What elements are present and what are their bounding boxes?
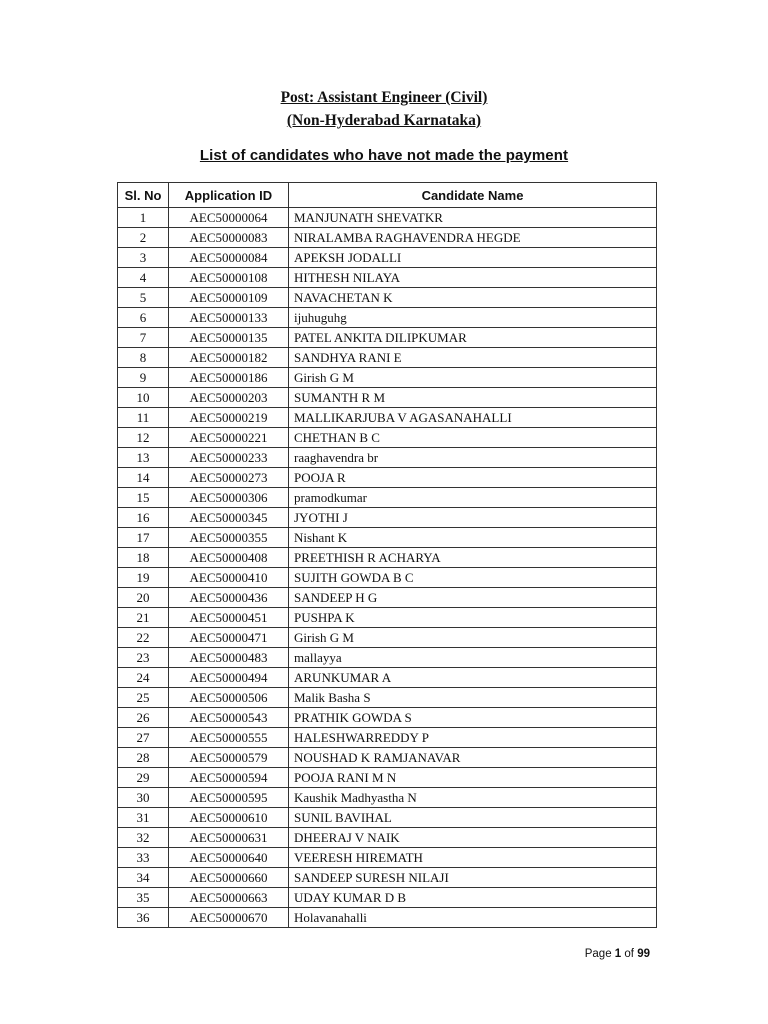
cell-sl-no: 36: [118, 908, 169, 928]
table-row: [118, 528, 657, 548]
cell-candidate-name: POOJA R: [289, 468, 657, 488]
table-row: [118, 328, 657, 348]
cell-application-id: AEC50000663: [169, 888, 289, 908]
cell-application-id: AEC50000471: [169, 628, 289, 648]
cell-application-id: AEC50000594: [169, 768, 289, 788]
cell-candidate-name: DHEERAJ V NAIK: [289, 828, 657, 848]
table-row: [118, 268, 657, 288]
cell-candidate-name: raaghavendra br: [289, 448, 657, 468]
cell-application-id: AEC50000408: [169, 548, 289, 568]
cell-application-id: AEC50000083: [169, 228, 289, 248]
cell-sl-no: 3: [118, 248, 169, 268]
table-row: [118, 668, 657, 688]
cell-sl-no: 24: [118, 668, 169, 688]
table-row: [118, 808, 657, 828]
cell-candidate-name: SANDHYA RANI E: [289, 348, 657, 368]
cell-application-id: AEC50000182: [169, 348, 289, 368]
cell-application-id: AEC50000640: [169, 848, 289, 868]
cell-application-id: AEC50000483: [169, 648, 289, 668]
cell-application-id: AEC50000135: [169, 328, 289, 348]
table-row: [118, 888, 657, 908]
of-label: of: [624, 948, 634, 960]
region-subtitle: (Non-Hyderabad Karnataka): [286, 112, 482, 129]
cell-application-id: AEC50000579: [169, 748, 289, 768]
cell-sl-no: 34: [118, 868, 169, 888]
cell-candidate-name: PRATHIK GOWDA S: [289, 708, 657, 728]
table-header-row: [118, 183, 657, 208]
cell-application-id: AEC50000555: [169, 728, 289, 748]
cell-candidate-name: VEERESH HIREMATH: [289, 848, 657, 868]
table-row: [118, 648, 657, 668]
table-row: [118, 788, 657, 808]
cell-application-id: AEC50000355: [169, 528, 289, 548]
table-row: [118, 728, 657, 748]
table-row: [118, 708, 657, 728]
cell-sl-no: 19: [118, 568, 169, 588]
column-header-sl-no: Sl. No: [118, 183, 169, 208]
table-row: [118, 688, 657, 708]
cell-sl-no: 27: [118, 728, 169, 748]
cell-sl-no: 17: [118, 528, 169, 548]
current-page-number: 1: [614, 948, 622, 960]
column-header-candidate-name: Candidate Name: [289, 183, 657, 208]
cell-application-id: AEC50000186: [169, 368, 289, 388]
table-body: [118, 208, 657, 928]
cell-candidate-name: Nishant K: [289, 528, 657, 548]
cell-application-id: AEC50000273: [169, 468, 289, 488]
cell-application-id: AEC50000203: [169, 388, 289, 408]
cell-sl-no: 25: [118, 688, 169, 708]
cell-application-id: AEC50000306: [169, 488, 289, 508]
table-row: [118, 468, 657, 488]
cell-sl-no: 9: [118, 368, 169, 388]
table-row: [118, 248, 657, 268]
cell-sl-no: 13: [118, 448, 169, 468]
cell-candidate-name: Malik Basha S: [289, 688, 657, 708]
table-row: [118, 628, 657, 648]
table-row: [118, 208, 657, 228]
cell-sl-no: 14: [118, 468, 169, 488]
cell-application-id: AEC50000436: [169, 588, 289, 608]
cell-candidate-name: SUJITH GOWDA B C: [289, 568, 657, 588]
cell-application-id: AEC50000610: [169, 808, 289, 828]
table-row: [118, 848, 657, 868]
cell-sl-no: 32: [118, 828, 169, 848]
cell-sl-no: 35: [118, 888, 169, 908]
table-row: [118, 548, 657, 568]
cell-candidate-name: SUMANTH R M: [289, 388, 657, 408]
cell-candidate-name: HITHESH NILAYA: [289, 268, 657, 288]
cell-sl-no: 15: [118, 488, 169, 508]
table-row: [118, 868, 657, 888]
cell-candidate-name: PREETHISH R ACHARYA: [289, 548, 657, 568]
cell-candidate-name: SANDEEP SURESH NILAJI: [289, 868, 657, 888]
candidates-table: [117, 182, 657, 928]
cell-sl-no: 20: [118, 588, 169, 608]
cell-sl-no: 5: [118, 288, 169, 308]
cell-candidate-name: CHETHAN B C: [289, 428, 657, 448]
cell-candidate-name: SANDEEP H G: [289, 588, 657, 608]
cell-sl-no: 18: [118, 548, 169, 568]
table-row: [118, 388, 657, 408]
cell-candidate-name: Holavanahalli: [289, 908, 657, 928]
cell-candidate-name: MALLIKARJUBA V AGASANAHALLI: [289, 408, 657, 428]
cell-application-id: AEC50000506: [169, 688, 289, 708]
cell-candidate-name: NAVACHETAN K: [289, 288, 657, 308]
cell-application-id: AEC50000660: [169, 868, 289, 888]
cell-sl-no: 11: [118, 408, 169, 428]
table-row: [118, 448, 657, 468]
cell-sl-no: 2: [118, 228, 169, 248]
cell-sl-no: 23: [118, 648, 169, 668]
cell-sl-no: 21: [118, 608, 169, 628]
cell-candidate-name: APEKSH JODALLI: [289, 248, 657, 268]
table-row: [118, 748, 657, 768]
cell-application-id: AEC50000345: [169, 508, 289, 528]
cell-candidate-name: JYOTHI J: [289, 508, 657, 528]
cell-candidate-name: mallayya: [289, 648, 657, 668]
column-header-application-id: Application ID: [169, 183, 289, 208]
cell-candidate-name: ARUNKUMAR A: [289, 668, 657, 688]
cell-application-id: AEC50000109: [169, 288, 289, 308]
list-title: List of candidates who have not made the payment: [199, 147, 569, 164]
table-row: [118, 408, 657, 428]
table-row: [118, 508, 657, 528]
post-title: Post: Assistant Engineer (Civil): [280, 89, 488, 106]
cell-application-id: AEC50000233: [169, 448, 289, 468]
table-row: [118, 228, 657, 248]
page-label: Page: [584, 948, 612, 960]
table-row: [118, 308, 657, 328]
cell-sl-no: 33: [118, 848, 169, 868]
cell-application-id: AEC50000451: [169, 608, 289, 628]
cell-sl-no: 8: [118, 348, 169, 368]
cell-candidate-name: Girish G M: [289, 368, 657, 388]
table-row: [118, 348, 657, 368]
table-row: [118, 588, 657, 608]
cell-sl-no: 6: [118, 308, 169, 328]
table-row: [118, 608, 657, 628]
cell-candidate-name: UDAY KUMAR D B: [289, 888, 657, 908]
cell-sl-no: 28: [118, 748, 169, 768]
page-footer: [585, 948, 650, 960]
cell-candidate-name: PUSHPA K: [289, 608, 657, 628]
cell-candidate-name: POOJA RANI M N: [289, 768, 657, 788]
cell-sl-no: 1: [118, 208, 169, 228]
cell-candidate-name: pramodkumar: [289, 488, 657, 508]
cell-application-id: AEC50000410: [169, 568, 289, 588]
cell-sl-no: 4: [118, 268, 169, 288]
table-row: [118, 488, 657, 508]
cell-candidate-name: MANJUNATH SHEVATKR: [289, 208, 657, 228]
cell-application-id: AEC50000543: [169, 708, 289, 728]
table-row: [118, 368, 657, 388]
cell-sl-no: 29: [118, 768, 169, 788]
cell-sl-no: 7: [118, 328, 169, 348]
table-row: [118, 828, 657, 848]
cell-application-id: AEC50000219: [169, 408, 289, 428]
table-row: [118, 768, 657, 788]
cell-application-id: AEC50000221: [169, 428, 289, 448]
cell-candidate-name: Girish G M: [289, 628, 657, 648]
cell-application-id: AEC50000133: [169, 308, 289, 328]
cell-candidate-name: Kaushik Madhyastha N: [289, 788, 657, 808]
table-row: [118, 288, 657, 308]
cell-application-id: AEC50000108: [169, 268, 289, 288]
cell-candidate-name: NOUSHAD K RAMJANAVAR: [289, 748, 657, 768]
cell-candidate-name: HALESHWARREDDY P: [289, 728, 657, 748]
cell-sl-no: 22: [118, 628, 169, 648]
cell-sl-no: 30: [118, 788, 169, 808]
table-row: [118, 568, 657, 588]
cell-candidate-name: PATEL ANKITA DILIPKUMAR: [289, 328, 657, 348]
cell-sl-no: 10: [118, 388, 169, 408]
cell-sl-no: 16: [118, 508, 169, 528]
cell-sl-no: 12: [118, 428, 169, 448]
cell-sl-no: 31: [118, 808, 169, 828]
cell-application-id: AEC50000670: [169, 908, 289, 928]
cell-application-id: AEC50000494: [169, 668, 289, 688]
table-row: [118, 428, 657, 448]
cell-application-id: AEC50000631: [169, 828, 289, 848]
cell-candidate-name: NIRALAMBA RAGHAVENDRA HEGDE: [289, 228, 657, 248]
cell-sl-no: 26: [118, 708, 169, 728]
cell-application-id: AEC50000595: [169, 788, 289, 808]
table-row: [118, 908, 657, 928]
cell-candidate-name: SUNIL BAVIHAL: [289, 808, 657, 828]
total-pages-number: 99: [637, 948, 650, 960]
cell-candidate-name: ijuhuguhg: [289, 308, 657, 328]
table-header: [118, 183, 657, 208]
cell-application-id: AEC50000064: [169, 208, 289, 228]
cell-application-id: AEC50000084: [169, 248, 289, 268]
